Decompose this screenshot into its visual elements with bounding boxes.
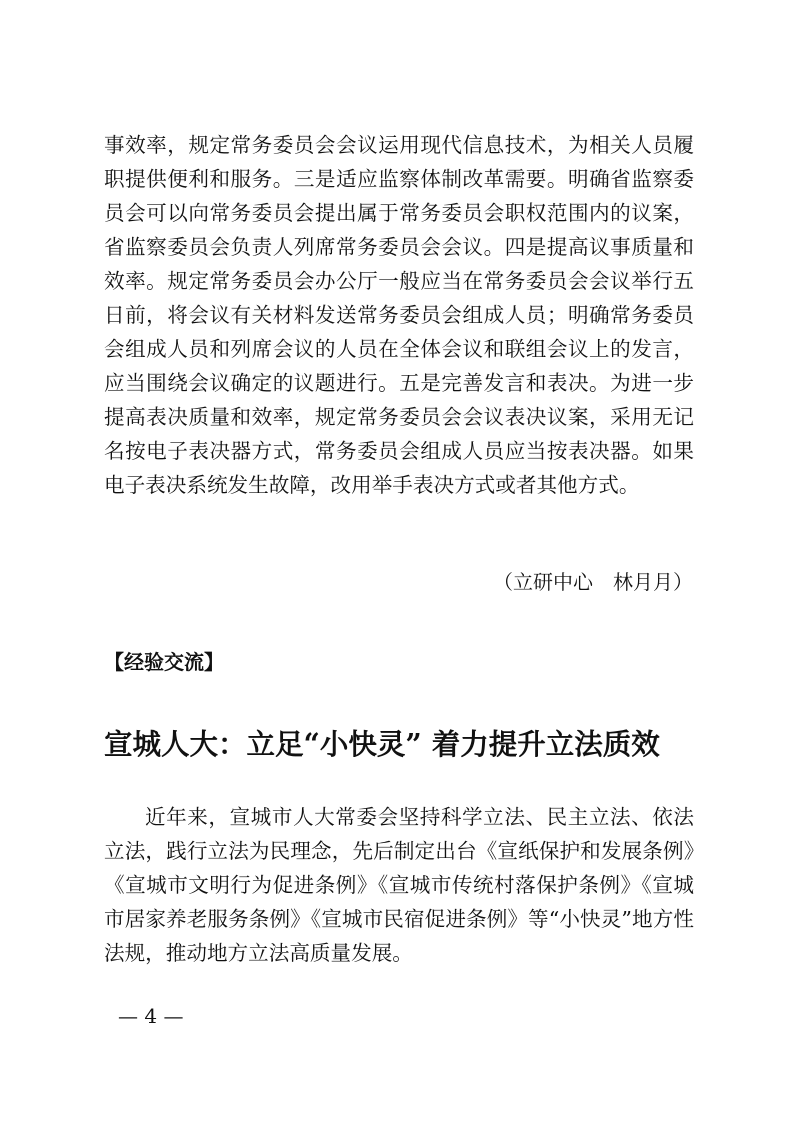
section-label: 【经验交流】	[104, 650, 224, 674]
article-title: 宣城人大：立足“小快灵” 着力提升立法质效	[104, 727, 660, 761]
paragraph-1-text-1: 事效率，规定常务委员会会议运用现代信息技术，为相关人员履职提供便利和服务。	[104, 133, 694, 191]
paragraph-1-heading-3: 三是适应监察体制改革需要。	[293, 167, 568, 191]
paragraph-1-heading-4: 四是提高议事质量和效率。	[104, 235, 695, 293]
attribution: （立研中心 林月月）	[493, 570, 693, 594]
body-paragraph-2: 近年来，宣城市人大常委会坚持科学立法、民主立法、依法立法，践行立法为民理念，先后制定出台《宣纸保护和发展条例》《宣城市文明行为促进条例》《宣城市传统村落保护条例》《宣城市居家养老服务条例》《宣城市民宿促进条例》等“小快灵”地方性法规，推动地方立法高质量发展。	[104, 805, 694, 965]
page-number: — 4 —	[118, 1004, 184, 1028]
paragraph-1-text-3: 规定常务委员会办公厅一般应当在常务委员会会议举行五日前，将会议有关材料发送常务委员会组成人员；明确常务委员会组成人员和列席会议的人员在全体会议和联组会议上的发言，应当围绕会议确定的议题进行。	[104, 269, 695, 395]
paragraph-1-text-2: 明确省监察委员会可以向常务委员会提出属于常务委员会职权范围内的议案，省监察委员会负责人列席常务委员会会议。	[104, 167, 695, 259]
body-paragraph-1	[104, 128, 694, 502]
paragraph-1-heading-5: 五是完善发言和表决。	[399, 371, 611, 395]
paragraph-1-text-4: 为进一步提高表决质量和效率，规定常务委员会会议表决议案，采用无记名按电子表决器方式，常务委员会组成人员应当按表决器。如果电子表决系统发生故障，改用举手表决方式或者其他方式。	[104, 371, 695, 497]
